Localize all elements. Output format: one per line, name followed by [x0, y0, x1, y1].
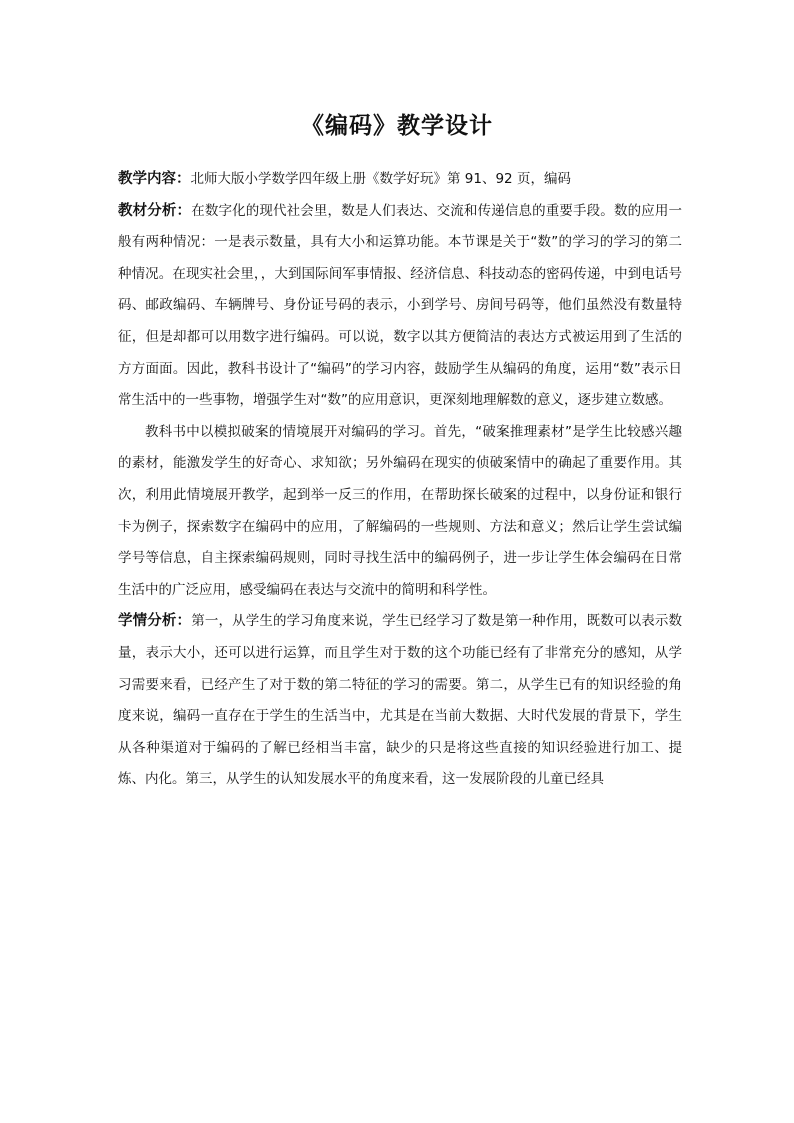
textbook-analysis-label: 教材分析：: [118, 202, 192, 219]
textbook-method-paragraph: 教科书中以模拟破案的情境展开对编码的学习。首先，“破案推理素材”是学生比较感兴趣的素材，能激发学生的好奇心、求知欲；另外编码在现实的侦破案情中的确起了重要作用。其次，利用此情境展开教学，起到举一反三的作用，在帮助探长破案的过程中，以身份证和银行卡为例子，探索数字在编码中的应用，了解编码的一些规则、方法和意义；然后让学生尝试编学号等信息，自主探索编码规则，同时寻找生活中的编码例子，进一步让学生体会编码在日常生活中的广泛应用，感受编码在表达与交流中的简明和科学性。: [118, 423, 682, 598]
document-body: [118, 164, 682, 796]
teaching-content-label: 教学内容：: [118, 171, 191, 187]
teaching-content-paragraph: [118, 164, 682, 196]
document-title: 《编码》教学设计: [301, 113, 493, 139]
student-analysis-paragraph: [118, 606, 682, 796]
student-analysis-text: 第一，从学生的学习角度来说，学生已经学习了数是第一种作用，既数可以表示数量，表示大小，还可以进行运算，而且学生对于数的这个功能已经有了非常充分的感知，从学习需要来看，已经产生了对于数的第二特征的学习的需要。第二，从学生已有的知识经验的角度来说，编码一直存在于学生的生活当中，尤其是在当前大数据、大时代发展的背景下，学生从各种渠道对于编码的了解已经相当丰富，缺少的只是将这些直接的知识经验进行加工、提炼、内化。第三，从学生的认知发展水平的角度来看，这一发展阶段的儿童已经具: [118, 613, 682, 788]
textbook-analysis-paragraph: [118, 196, 682, 417]
teaching-content-text: 北师大版小学数学四年级上册《数学好玩》第 91、92 页，编码: [190, 171, 571, 187]
textbook-analysis-text: 在数字化的现代社会里，数是人们表达、交流和传递信息的重要手段。数的应用一般有两种情况：一是表示数量，具有大小和运算功能。本节课是关于“数”的学习的学习的第二种情况。在现实社会里，，大到国际间军事情报、经济信息、科技动态的密码传递，中到电话号码、邮政编码、车辆牌号、身份证号码的表示，小到学号、房间号码等，他们虽然没有数量特征，但是却都可以用数字进行编码。可以说，数字以其方便简洁的表达方式被运用到了生活的方方面面。因此，教科书设计了“编码”的学习内容，鼓励学生从编码的角度，运用“数”表示日常生活中的一些事物，增强学生对“数”的应用意识，更深刻地理解数的意义，逐步建立数感。: [118, 202, 682, 409]
student-analysis-label: 学情分析：: [118, 613, 192, 630]
